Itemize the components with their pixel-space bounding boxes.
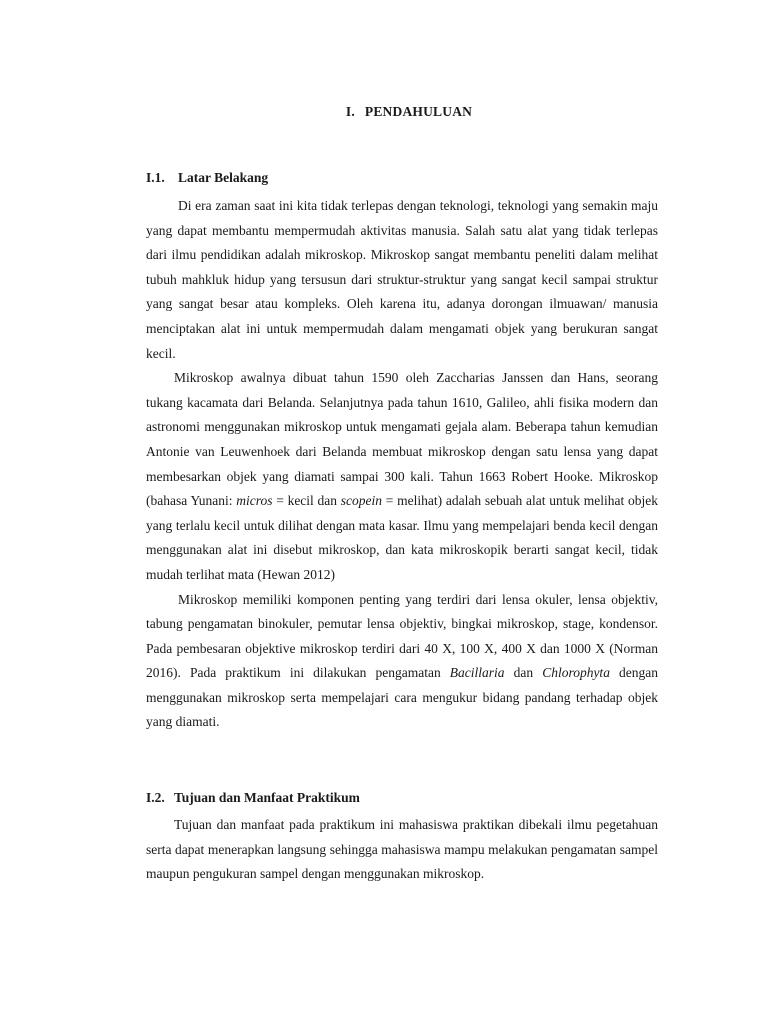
text-run: dengan menggunakan mikroskop serta mempelajari cara mengukur bidang pandang terhadap objek yang diamati. bbox=[146, 665, 659, 730]
italic-term: Chlorophyta bbox=[542, 665, 610, 681]
italic-term: scopein bbox=[340, 493, 383, 509]
text-run: dan bbox=[504, 665, 543, 681]
section-number: I.2. bbox=[146, 790, 165, 805]
text-run: Di era zaman saat ini kita tidak terlepas dengan teknologi, teknologi yang semakin maju yang dapat membantu mempermudah aktivitas manusia. Salah satu alat yang tidak terlepas dari ilmu pendidikan adalah mikroskop. Mikroskop sangat membantu peneliti dalam melihat tubuh mahkluk hidup yang tersusun dari struktur-struktur yang sangat kecil sampai struktur yang sangat besar atau kompleks. Oleh karena itu, adanya dorongan ilmuawan/ manusia menciptakan alat ini untuk mempermudah dalam mengamati objek yang berukuran sangat kecil. bbox=[146, 198, 658, 361]
section-heading-tujuan-manfaat bbox=[146, 790, 360, 806]
chapter-title bbox=[0, 104, 768, 120]
chapter-title-text: PENDAHULUAN bbox=[364, 104, 473, 119]
section-body-tujuan-manfaat bbox=[146, 813, 658, 887]
text-run: Mikroskop awalnya dibuat tahun 1590 oleh Zaccharias Janssen dan Hans, seorang tukang kacamata dari Belanda. Selanjutnya pada tahun 1610, Galileo, ahli fisika modern dan astronomi menggunakan mikroskop untuk mengamati gejala alam. Beberapa tahun kemudian Antonie van Leuwenhoek dari Belanda membuat mikroskop dengan satu lensa yang dapat membesarkan objek yang diamati sampai 300 kali. Tahun 1663 Robert Hooke. Mikroskop (bahasa Yunani: bbox=[146, 370, 658, 509]
section-title: Latar Belakang bbox=[178, 170, 269, 185]
paragraph bbox=[146, 813, 658, 887]
paragraph bbox=[146, 588, 658, 736]
section-body-latar-belakang bbox=[146, 194, 658, 735]
text-run: = melihat) adalah sebuah alat untuk melihat objek yang terlalu kecil untuk dilihat dengan mata kasar. Ilmu yang mempelajari benda kecil dengan menggunakan alat ini disebut mikroskop, dan kata mikroskopik berarti sangat kecil, tidak mudah terlihat mata (Hewan 2012) bbox=[146, 493, 658, 582]
text-run: = kecil dan bbox=[272, 493, 341, 509]
section-number: I.1. bbox=[146, 170, 165, 185]
italic-term: micros bbox=[236, 493, 273, 509]
text-run: Mikroskop memiliki komponen penting yang terdiri dari lensa okuler, lensa objektiv, tabung pengamatan binokuler, pemutar lensa objektiv, bingkai mikroskop, stage, kondensor. Pada pembesaran objektive mikroskop terdiri dari 40 X, 100 X, 400 X dan 1000 X (Norman 2016). Pada praktikum ini dilakukan pengamatan bbox=[146, 591, 658, 681]
text-run: Tujuan dan manfaat pada praktikum ini mahasiswa praktikan dibekali ilmu pegetahuan serta dapat menerapkan langsung sehingga mahasiswa mampu melakukan pengamatan sampel maupun pengukuran sampel dengan menggunakan mikroskop. bbox=[146, 817, 658, 882]
section-heading-latar-belakang bbox=[146, 170, 268, 186]
paragraph bbox=[146, 194, 658, 366]
italic-term: Bacillaria bbox=[449, 665, 505, 681]
paragraph bbox=[146, 366, 658, 587]
section-title: Tujuan dan Manfaat Praktikum bbox=[174, 790, 360, 805]
chapter-number: I. bbox=[345, 104, 355, 119]
